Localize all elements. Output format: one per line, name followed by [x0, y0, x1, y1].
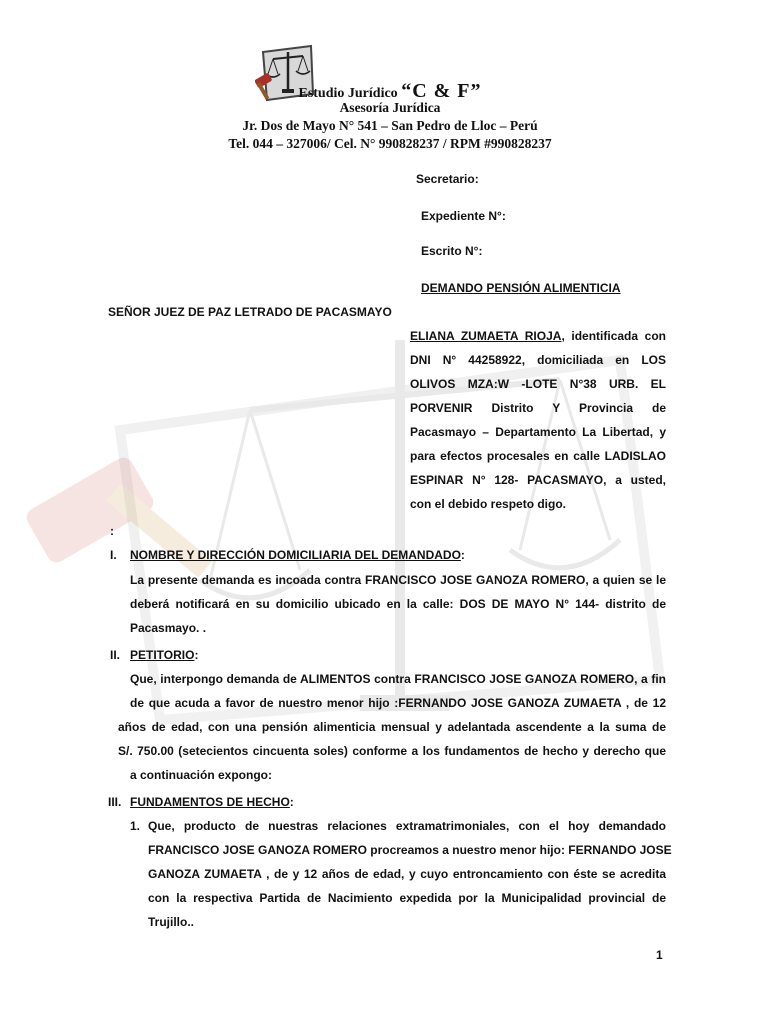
section-3-number: III. — [108, 795, 122, 809]
plaintiff-line-5: para efectos procesales en calle LADISLAO — [410, 449, 666, 463]
plaintiff-name: ELIANA ZUMAETA RIOJA — [410, 329, 562, 343]
expediente-label: Expediente N°: — [421, 209, 506, 223]
section-1-title: NOMBRE Y DIRECCIÓN DOMICILIARIA DEL DEMANDADO — [130, 548, 461, 562]
section-3-heading: FUNDAMENTOS DE HECHO: — [130, 795, 294, 809]
section-2-body — [118, 667, 666, 787]
section-2-line: Que, interpongo demanda de ALIMENTOS contra FRANCISCO JOSE GANOZA ROMERO, a fin — [130, 672, 666, 686]
plaintiff-line-4: Pacasmayo – Departamento La Libertad, y — [410, 425, 666, 439]
section-3-line: Trujillo.. — [148, 915, 195, 929]
escrito-label: Escrito N°: — [421, 244, 483, 258]
plaintiff-line-3: PORVENIR Distrito Y Provincia de — [410, 401, 666, 415]
plaintiff-line-0: ELIANA ZUMAETA RIOJA, identificada con — [410, 329, 666, 343]
letterhead-address: Jr. Dos de Mayo N° 541 – San Pedro de Lloc – Perú — [242, 118, 538, 133]
letterhead-brand: “C & F” — [401, 80, 482, 102]
letterhead-phone: Tel. 044 – 327006/ Cel. N° 990828237 / RPM #990828237 — [228, 136, 552, 151]
plaintiff-line-2: OLIVOS MZA:W -LOTE N°38 URB. EL — [410, 377, 666, 391]
section-3-item-number: 1. — [130, 819, 141, 833]
section-2-number: II. — [110, 648, 121, 662]
section-3-title: FUNDAMENTOS DE HECHO — [130, 795, 290, 809]
page-number: 1 — [656, 948, 663, 962]
plaintiff-line-7: con el debido respeto digo. — [410, 497, 567, 511]
plaintiff-block — [410, 324, 666, 516]
section-3-line: con la respectiva Partida de Nacimiento expedida por la Municipalidad provincial de — [148, 891, 666, 905]
section-2-heading: PETITORIO: — [130, 648, 199, 662]
letterhead-prefix: Estudio Jurídico — [298, 86, 402, 101]
section-1-heading: NOMBRE Y DIRECCIÓN DOMICILIARIA DEL DEMANDADO: — [130, 548, 465, 562]
section-2-line: años de edad, con una pensión alimenticia mensual y adelantada ascendente a la suma de — [118, 720, 666, 734]
section-1-line: La presente demanda es incoada contra FRANCISCO JOSE GANOZA ROMERO, a quien se le — [130, 573, 666, 587]
colon-separator: : — [110, 524, 114, 538]
addressee: SEÑOR JUEZ DE PAZ LETRADO DE PACASMAYO — [108, 305, 392, 319]
secretario-label: Secretario: — [416, 172, 479, 186]
section-1-body — [130, 568, 666, 640]
section-2-line: S/. 750.00 (setecientos cincuenta soles) conforme a los fundamentos de hecho y derecho que — [118, 744, 666, 758]
plaintiff-line-6: ESPINAR N° 128- PACASMAYO, a usted, — [410, 473, 666, 487]
plaintiff-line-1: DNI N° 44258922, domiciliada en LOS — [410, 353, 666, 367]
section-2-title: PETITORIO — [130, 648, 195, 662]
section-1-line: deberá notificará en su domicilio ubicado en la calle: DOS DE MAYO N° 144- distrito de — [130, 597, 666, 611]
section-1-line: Pacasmayo. . — [130, 621, 207, 635]
section-3-line: FRANCISCO JOSE GANOZA ROMERO procreamos a nuestro menor hijo: FERNANDO JOSE — [148, 843, 672, 857]
document-subject: DEMANDO PENSIÓN ALIMENTICIA — [421, 281, 621, 295]
section-3-line: Que, producto de nuestras relaciones extramatrimoniales, con el hoy demandado — [148, 819, 666, 833]
section-3-body — [148, 814, 672, 934]
section-2-line: a continuación expongo: — [130, 768, 273, 782]
section-1-number: I. — [110, 548, 117, 562]
letterhead-subtitle: Asesoría Jurídica — [339, 100, 441, 115]
section-3-line: GANOZA ZUMAETA , de y 12 años de edad, y cuyo entroncamiento con éste se acredita — [148, 867, 666, 881]
section-2-line: de que acuda a favor de nuestro menor hijo :FERNANDO JOSE GANOZA ZUMAETA , de 12 — [130, 696, 666, 710]
